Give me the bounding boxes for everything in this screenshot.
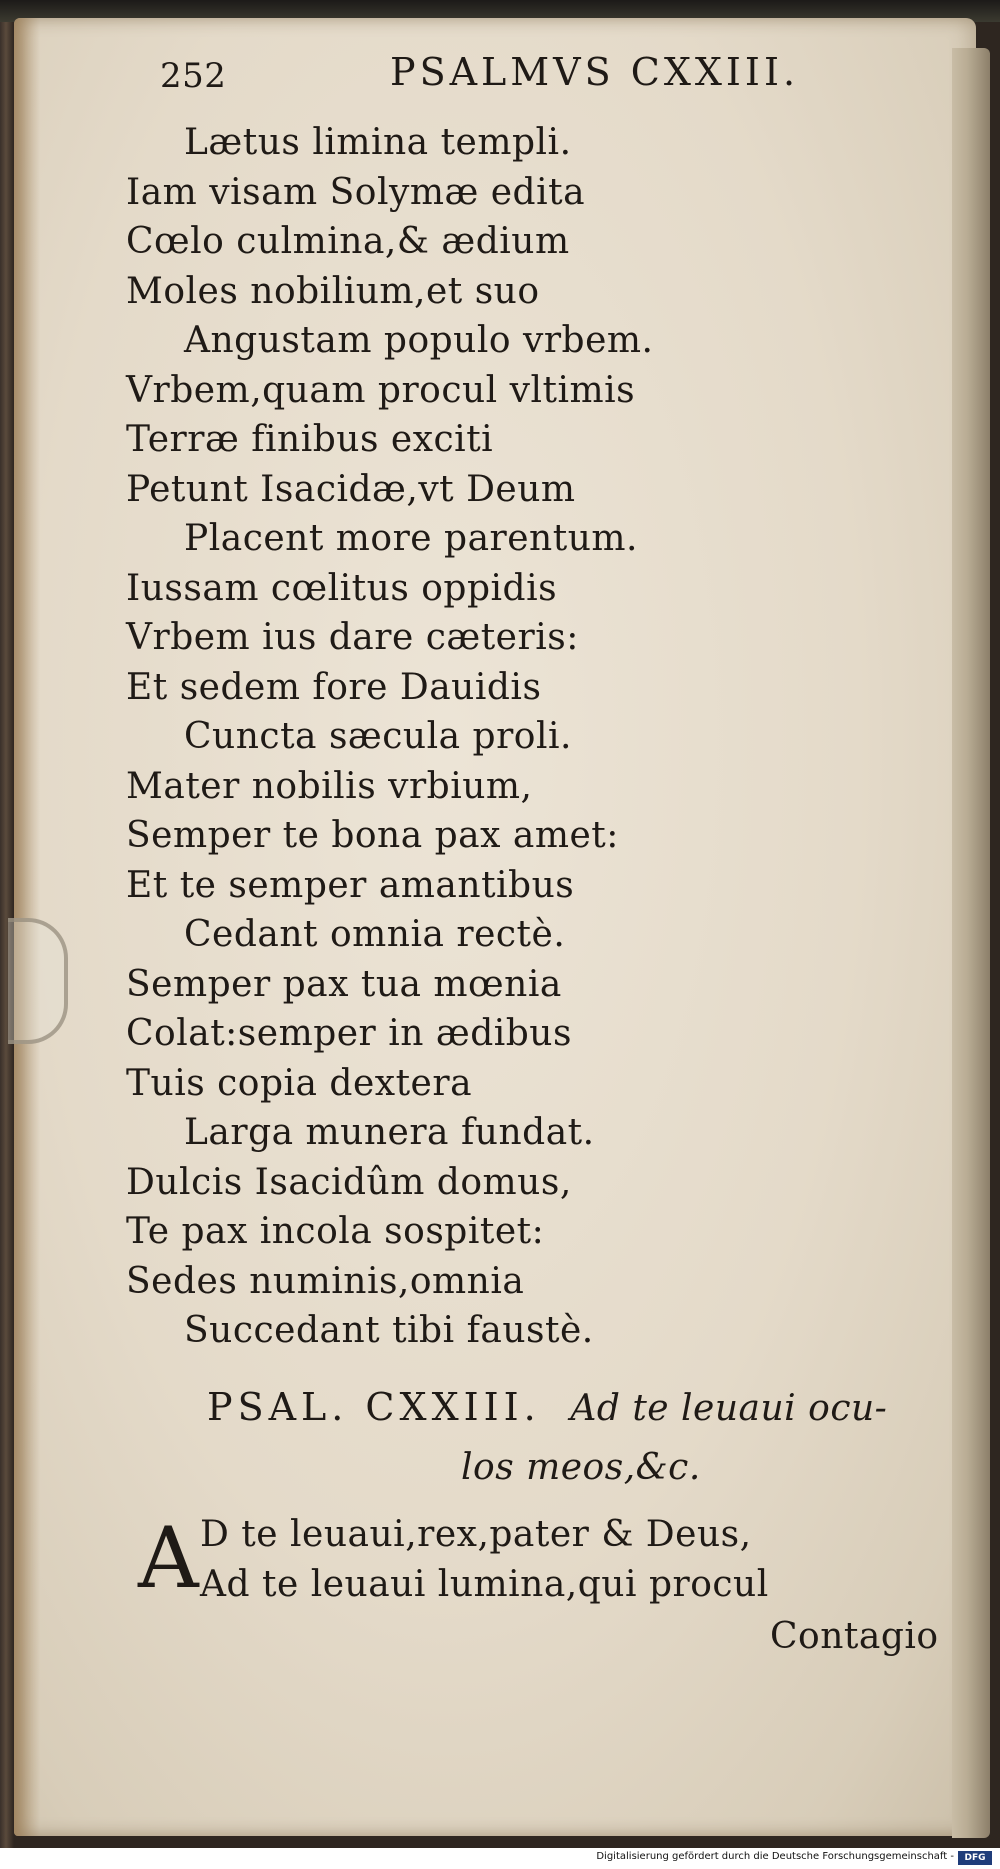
psalm-heading-line-1: [207, 1376, 947, 1438]
verse-line: Dulcis Isacidûm domus,: [126, 1161, 572, 1203]
verse-line: Colat:semper in ædibus: [126, 1013, 572, 1054]
verse-line: Cuncta sæcula proli.: [184, 716, 572, 757]
drop-cap-initial: A: [138, 1509, 200, 1607]
verse-line: Te pax incola sospitet:: [126, 1211, 545, 1252]
verse-line: Cedant omnia rectè.: [184, 914, 566, 955]
verse-line: Semper te bona pax amet:: [126, 815, 619, 856]
verse-line: Larga munera fundat.: [184, 1112, 595, 1153]
verse-line: Angustam populo vrbem.: [184, 320, 654, 361]
verse-line: Mater nobilis vrbium,: [126, 765, 533, 807]
verse-line: Lætus limina templi.: [184, 122, 572, 163]
verse-line: Cœlo culmina,& ædium: [126, 221, 570, 262]
psalm-label: PSAL. CXXIII.: [207, 1385, 541, 1429]
psalm-incipit-part-2: los meos,&c.: [461, 1447, 701, 1488]
dfg-logo: DFG: [958, 1851, 992, 1865]
psalm-heading: [207, 1376, 947, 1498]
facing-page-edge: [952, 48, 990, 1838]
opening-line-1: D te leuaui,rex,pater & Deus,: [200, 1514, 752, 1555]
verse-line: Iam visam Solymæ edita: [126, 171, 586, 213]
page-header: [160, 50, 860, 100]
verse-line: Iussam cœlitus oppidis: [126, 567, 558, 609]
psalm-opening: [138, 1510, 858, 1610]
verse-line: Succedant tibi faustè.: [184, 1310, 594, 1351]
page-clip: [8, 918, 68, 1044]
verse-line: Vrbem ius dare cæteris:: [126, 617, 579, 658]
verse-line: Placent more parentum.: [184, 518, 638, 559]
verse-block: [126, 118, 766, 1356]
verse-line: Semper pax tua mœnia: [126, 963, 562, 1005]
verse-line: Vrbem,quam procul vltimis: [126, 369, 636, 411]
catchword: Contagio: [770, 1616, 939, 1657]
page-number: 252: [160, 56, 227, 96]
verse-line: Terræ finibus exciti: [126, 419, 494, 460]
verse-line: Et te semper amantibus: [126, 864, 575, 906]
opening-line-2: Ad te leuaui lumina,qui procul: [200, 1564, 769, 1605]
funding-credit: Digitalisierung gefördert durch die Deutsche Forschungsgemeinschaft -: [596, 1851, 954, 1862]
verse-line: Sedes numinis,omnia: [126, 1260, 525, 1302]
verse-line: Tuis copia dextera: [126, 1062, 473, 1104]
psalm-incipit-part-1: Ad te leuaui ocu-: [570, 1388, 888, 1429]
verse-line: Petunt Isacidæ,vt Deum: [126, 468, 576, 510]
verse-line: Moles nobilium,et suo: [126, 270, 540, 312]
digitization-footer: [0, 1848, 1000, 1869]
verse-line: Et sedem fore Dauidis: [126, 666, 542, 708]
running-title: PSALMVS CXXIII.: [390, 50, 800, 94]
